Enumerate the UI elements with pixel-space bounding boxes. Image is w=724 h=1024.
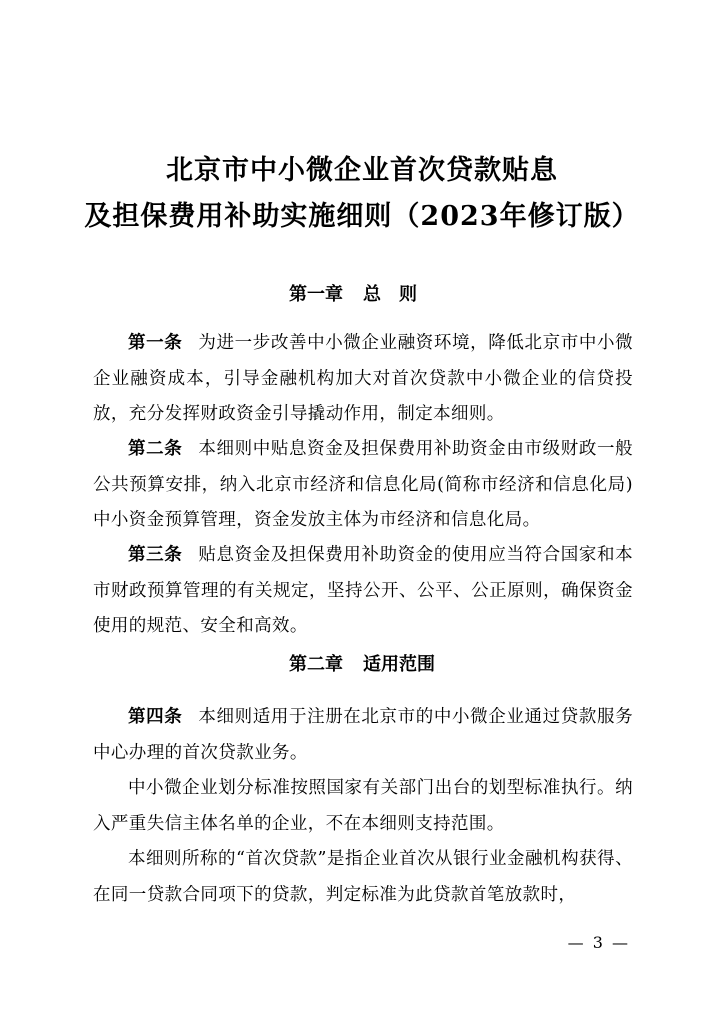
article-3-text: 贴息资金及担保费用补助资金的使用应当符合国家和本市财政预算管理的有关规定，坚持公开、公平、公正原则，确保资金使用的规范、安全和高效。 — [93, 545, 633, 636]
chapter-1-number: 第一章 — [289, 284, 343, 305]
chapter-2-number: 第二章 — [289, 654, 343, 675]
article-1-label: 第一条 — [128, 333, 183, 353]
chapter-2-name: 适用范围 — [363, 654, 435, 675]
article-2-text: 本细则中贴息资金及担保费用补助资金由市级财政一般公共预算安排，纳入北京市经济和信息化局(简称市经济和信息化局)中小资金预算管理，资金发放主体为市经济和信息化局。 — [93, 439, 633, 530]
article-2 — [93, 432, 633, 539]
article-4-text: 本细则适用于注册在北京市的中小微企业通过贷款服务中心办理的首次贷款业务。 — [93, 707, 633, 763]
article-3-label: 第三条 — [128, 545, 183, 565]
article-3 — [93, 538, 633, 645]
article-1-text: 为进一步改善中小微企业融资环境，降低北京市中小微企业融资成本，引导金融机构加大对首次贷款中小微企业的信贷投放，充分发挥财政资金引导撬动作用，制定本细则。 — [93, 333, 633, 424]
title-line-1: 北京市中小微企业首次贷款贴息 — [166, 155, 558, 186]
article-4 — [93, 700, 633, 771]
chapter-1-name: 总则 — [363, 284, 435, 305]
article-2-label: 第二条 — [128, 439, 183, 459]
chapter-2-heading — [0, 650, 724, 676]
chapter-1-heading — [0, 280, 724, 306]
article-4-label: 第四条 — [128, 707, 183, 727]
document-title — [40, 148, 684, 240]
paragraph-first-loan: 本细则所称的“首次贷款”是指企业首次从银行业金融机构获得、在同一贷款合同项下的贷款，判定标准为此贷款首笔放款时， — [93, 849, 633, 905]
page-number: — 3 — — [567, 933, 630, 952]
title-line-2: 及担保费用补助实施细则（2023年修订版） — [84, 201, 640, 232]
article-1 — [93, 326, 633, 433]
paragraph-classification: 中小微企业划分标准按照国家有关部门出台的划型标准执行。纳入严重失信主体名单的企业，不在本细则支持范围。 — [93, 778, 633, 834]
